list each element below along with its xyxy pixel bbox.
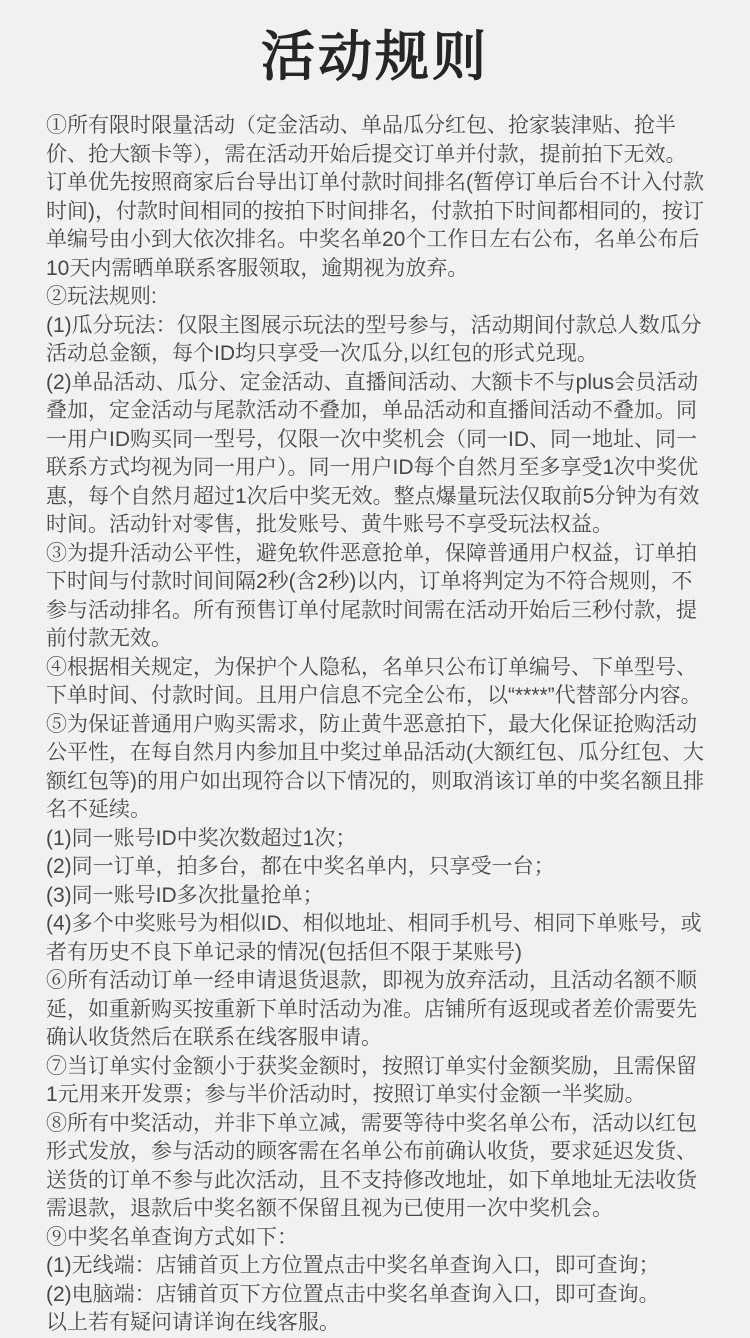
rule-paragraph: (1)同一账号ID中奖次数超过1次； bbox=[46, 826, 357, 850]
rule-paragraph: (2)单品活动、瓜分、定金活动、直播间活动、大额卡不与plus会员活动叠加，定金活动与尾款活动不叠加，单品活动和直播间活动不叠加。同一用户ID购买同一型号，仅限一次中奖机会（同一ID、同一地址、同一联系方式均视为同一用户）。同一用户ID每个自然月至多享受1次中奖优惠，每个自然月超过1次后中奖无效。整点爆量玩法仅取前5分钟为有效时间。活动针对零售，批发账号、黄牛账号不享受玩法权益。 bbox=[46, 370, 700, 536]
rule-paragraph: ⑥所有活动订单一经申请退货退款，即视为放弃活动，且活动名额不顺延，如重新购买按重新下单时活动为准。店铺所有返现或者差价需要先确认收货然后在联系在线客服申请。 bbox=[46, 969, 697, 1049]
rule-paragraph: ⑦当订单实付金额小于获奖金额时，按照订单实付金额奖励，且需保留1元用来开发票；参与半价活动时，按照订单实付金额一半奖励。 bbox=[46, 1054, 697, 1106]
rule-paragraph: ②玩法规则: bbox=[46, 285, 157, 308]
rule-paragraph: (2)电脑端：店铺首页下方位置点击中奖名单查询入口，即可查询。 bbox=[46, 1282, 660, 1306]
rule-paragraph: (1)无线端：店铺首页上方位置点击中奖名单查询入口，即可查询； bbox=[46, 1254, 660, 1277]
rule-paragraph: ①所有限时限量活动（定金活动、单品瓜分红包、抢家装津贴、抢半价、抢大额卡等），需在活动开始后提交订单并付款，提前拍下无效。订单优先按照商家后台导出订单付款时间排名(暂停订单后台不计入付款时间)，付款时间相同的按拍下时间排名，付款拍下时间都相同的，按订单编号由小到大依次排名。中奖名单20个工作日左右公布，名单公布后10天内需晒单联系客服领取，逾期视为放弃。 bbox=[46, 114, 704, 280]
rules-text-body bbox=[46, 112, 704, 1338]
rule-paragraph: (4)多个中奖账号为相似ID、相似地址、相同手机号、相同下单账号，或者有历史不良下单记录的情况(包括但不限于某账号) bbox=[46, 912, 702, 964]
rule-paragraph: ⑧所有中奖活动，并非下单立减，需要等待中奖名单公布，活动以红包形式发放，参与活动的顾客需在名单公布前确认收货，要求延迟发货、送货的订单不参与此次活动，且不支持修改地址，如下单地址无法收货需退款，退款后中奖名额不保留且视为已使用一次中奖机会。 bbox=[46, 1111, 697, 1220]
rule-paragraph: 以上若有疑问请详询在线客服。 bbox=[46, 1311, 340, 1334]
page-title: 活动规则 bbox=[261, 27, 489, 87]
rule-paragraph: ④根据相关规定，为保护个人隐私，名单只公布订单编号、下单型号、下单时间、付款时间。且用户信息不完全公布，以“****”代替部分内容。 bbox=[46, 655, 702, 707]
rule-paragraph: ⑤为保证普通用户购买需求，防止黄牛恶意拍下，最大化保证抢购活动公平性，在每自然月内参加且中奖过单品活动(大额红包、瓜分红包、大额红包等)的用户如出现符合以下情况的，则取消该订单的中奖名额且排名不延续。 bbox=[46, 712, 704, 821]
rule-paragraph: ⑨中奖名单查询方式如下： bbox=[46, 1225, 298, 1249]
rule-paragraph: (2)同一订单，拍多台，都在中奖名单内，只享受一台； bbox=[46, 855, 555, 878]
rule-paragraph: (1)瓜分玩法：仅限主图展示玩法的型号参与，活动期间付款总人数瓜分活动总金额，每个ID均只享受一次瓜分,以红包的形式兑现。 bbox=[46, 313, 702, 365]
rule-paragraph: (3)同一账号ID多次批量抢单； bbox=[46, 883, 324, 907]
rule-paragraph: ③为提升活动公平性，避免软件恶意抢单，保障普通用户权益，订单拍下时间与付款时间间隔2秒(含2秒)以内，订单将判定为不符合规则，不参与活动排名。所有预售订单付尾款时间需在活动开始后三秒付款，提前付款无效。 bbox=[46, 541, 697, 650]
